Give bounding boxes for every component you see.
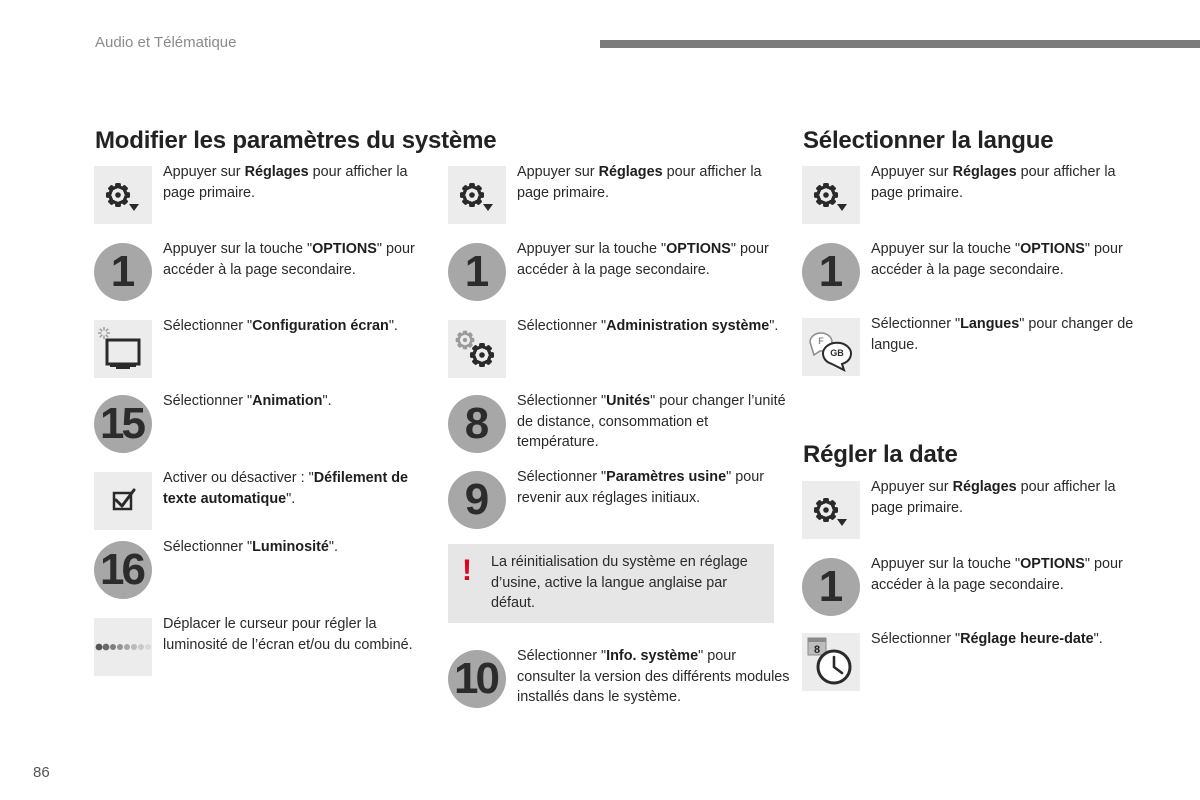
step-text: Sélectionner "Réglage heure-date".: [871, 631, 1103, 647]
header-rule: [600, 40, 1200, 48]
step-number-badge: [94, 243, 152, 301]
step-text-emphasis: Animation: [252, 393, 323, 409]
step-number-badge: [802, 558, 860, 616]
step-number-badge: [94, 541, 152, 599]
step-number: 8: [464, 399, 487, 448]
step-number: 1: [818, 562, 841, 611]
step-text: Appuyer sur la touche "OPTIONS" pour accéder à la page secondaire.: [163, 241, 415, 278]
svg-text:8: 8: [813, 644, 821, 656]
step-number: 9: [464, 475, 487, 524]
settings-gear-icon: [448, 166, 506, 224]
settings-gear-icon: [802, 166, 860, 224]
step-text-emphasis: Défilement de texte automatique: [163, 470, 409, 507]
step-text: Sélectionner "Paramètres usine" pour revenir aux réglages initiaux.: [517, 469, 765, 506]
step-text-emphasis: Administration système: [606, 318, 770, 334]
factory-reset-note: [448, 544, 774, 623]
section-title-date: Régler la date: [803, 441, 958, 468]
step-number: 1: [464, 247, 487, 296]
checkbox-icon: [94, 472, 152, 530]
step-number: 1: [818, 247, 841, 296]
step-text-emphasis: Réglages: [952, 479, 1017, 495]
running-header: Audio et Télématique: [95, 34, 237, 51]
step-text-emphasis: Réglages: [244, 164, 309, 180]
step-text: Sélectionner "Unités" pour changer l’unité de distance, consommation et température.: [517, 393, 786, 450]
step-text-emphasis: Paramètres usine: [606, 469, 727, 485]
step-text: Appuyer sur la touche "OPTIONS" pour accéder à la page secondaire.: [871, 241, 1123, 278]
step-text: Appuyer sur Réglages pour afficher la page primaire.: [163, 164, 408, 201]
page-number: 86: [33, 764, 50, 781]
step-text-emphasis: Info. système: [606, 648, 699, 664]
step-text: Sélectionner "Info. système" pour consulter la version des différents modules installés dans le système.: [517, 648, 790, 705]
language-bubble-icon: [802, 318, 860, 376]
step-number-badge: [448, 243, 506, 301]
date-time-clock-icon: [802, 633, 860, 691]
step-number-badge: [448, 471, 506, 529]
svg-text:GB: GB: [830, 348, 844, 358]
step-text-emphasis: Langues: [960, 316, 1020, 332]
step-text: Déplacer le curseur pour régler la luminosité de l’écran et/ou du combiné.: [163, 616, 413, 653]
note-text: La réinitialisation du système en réglage d’usine, active la langue anglaise par défaut.: [491, 554, 748, 611]
step-text: Appuyer sur Réglages pour afficher la page primaire.: [871, 479, 1116, 516]
step-text-emphasis: Réglages: [598, 164, 663, 180]
step-number-badge: [448, 395, 506, 453]
step-text: Activer ou désactiver : "Défilement de texte automatique".: [163, 470, 409, 507]
step-text-emphasis: Réglages: [952, 164, 1017, 180]
settings-gear-icon: [802, 481, 860, 539]
step-text-emphasis: OPTIONS: [1020, 241, 1085, 257]
step-text: Sélectionner "Animation".: [163, 393, 332, 409]
step-number: 10: [454, 654, 497, 703]
svg-text:F: F: [818, 336, 824, 346]
section-title-language: Sélectionner la langue: [803, 127, 1054, 154]
system-gears-icon: [448, 320, 506, 378]
step-number: 15: [100, 399, 143, 448]
step-text-emphasis: OPTIONS: [312, 241, 377, 257]
step-number-badge: [94, 395, 152, 453]
step-text: Sélectionner "Luminosité".: [163, 539, 338, 555]
step-text-emphasis: Luminosité: [252, 539, 329, 555]
step-text: Sélectionner "Administration système".: [517, 318, 779, 334]
step-text-emphasis: Configuration écran: [252, 318, 389, 334]
section-title-system-settings: Modifier les paramètres du système: [95, 127, 497, 154]
step-text-emphasis: OPTIONS: [666, 241, 731, 257]
step-number-badge: [448, 650, 506, 708]
step-text: Appuyer sur Réglages pour afficher la page primaire.: [517, 164, 762, 201]
slider-icon: [94, 618, 152, 676]
step-number: 16: [100, 545, 143, 594]
warning-mark: !: [462, 554, 472, 587]
screen-brightness-icon: [94, 320, 152, 378]
settings-gear-icon: [94, 166, 152, 224]
step-number-badge: [802, 243, 860, 301]
step-text: Sélectionner "Configuration écran".: [163, 318, 398, 334]
step-text-emphasis: Réglage heure-date: [960, 631, 1094, 647]
step-text: Appuyer sur Réglages pour afficher la page primaire.: [871, 164, 1116, 201]
step-text: Appuyer sur la touche "OPTIONS" pour accéder à la page secondaire.: [871, 556, 1123, 593]
step-text: Sélectionner "Langues" pour changer de langue.: [871, 316, 1134, 353]
step-text-emphasis: OPTIONS: [1020, 556, 1085, 572]
step-text: Appuyer sur la touche "OPTIONS" pour accéder à la page secondaire.: [517, 241, 769, 278]
step-text-emphasis: Unités: [606, 393, 651, 409]
step-number: 1: [110, 247, 133, 296]
